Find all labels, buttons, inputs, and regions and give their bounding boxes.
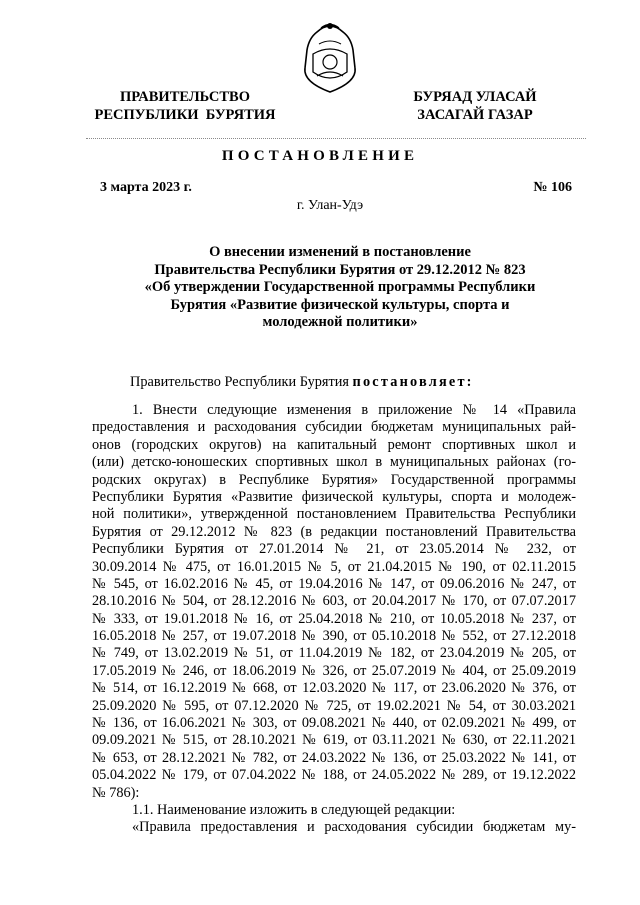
body-line: № 136, от 16.06.2021 № 303, от 09.08.2021 № 440, от 02.09.2021 № 499, от: [92, 715, 576, 732]
body-line: № 545, от 16.02.2016 № 45, от 19.04.2016 № 147, от 09.06.2016 № 247, от: [92, 575, 576, 592]
body-line: № 653, от 28.12.2021 № 782, от 24.03.2022 № 136, от 25.03.2022 № 141, от: [92, 749, 576, 766]
body-line: № 749, от 13.02.2019 № 51, от 11.04.2019 № 182, от 23.04.2019 № 205, от: [92, 645, 576, 662]
header-right-line-1: БУРЯАД УЛАСАЙ: [413, 89, 537, 105]
title-line: Правительства Республики Бурятия от 29.12.2012 № 823: [154, 261, 526, 278]
body-line: 16.05.2018 № 257, от 19.07.2018 № 390, от 05.10.2018 № 552, от 27.12.2018: [92, 628, 576, 645]
government-header-buryat: [390, 88, 560, 124]
body-line: родских округах) в Республике Бурятия» Государственной программы: [92, 471, 576, 488]
coat-of-arms-emblem: [295, 18, 365, 96]
body-line: № 514, от 16.12.2019 № 668, от 12.03.2020 № 117, от 23.06.2020 № 376, от: [92, 680, 576, 697]
body-line: Бурятия от 29.12.2012 № 823 (в редакции постановлений Правительства: [92, 523, 576, 540]
body-line: № 786):: [92, 784, 140, 801]
header-left-line-2: РЕСПУБЛИКИ БУРЯТИЯ: [94, 107, 276, 123]
title-line: молодежной политики»: [262, 314, 418, 330]
body-line: предоставления и расходования субсидии бюджетам муниципальных рай-: [92, 419, 576, 436]
body-line: 09.09.2021 № 515, от 28.10.2021 № 619, от 03.11.2021 № 630, от 22.11.2021: [92, 732, 576, 749]
body-line: онов (городских округов) на капитальный ремонт спортивных школ и: [92, 436, 576, 453]
document-title: [115, 244, 565, 332]
header-divider: [86, 138, 586, 139]
document-body: [92, 402, 576, 837]
header-right-line-2: ЗАСАГАЙ ГАЗАР: [417, 107, 533, 123]
body-line: № 333, от 19.01.2018 № 16, от 25.04.2018 № 210, от 10.05.2018 № 237, от: [92, 610, 576, 627]
title-line: «Об утверждении Государственной программы Республики: [144, 279, 536, 295]
body-line: (или) детско-юношеских спортивных школ в муниципальных районах (го-: [92, 454, 576, 471]
header-left-line-1: ПРАВИТЕЛЬСТВО: [120, 89, 250, 105]
body-line: 1. Внести следующие изменения в приложение № 14 «Правила: [132, 402, 576, 418]
document-date: 3 марта 2023 г.: [100, 180, 192, 195]
document-number: № 106: [533, 180, 572, 195]
body-line: 05.04.2022 № 179, от 07.04.2022 № 188, от 24.05.2022 № 289, от 19.12.2022: [92, 767, 576, 784]
body-line: Республики Бурятия «Развитие физической культуры, спорта и молодеж-: [92, 488, 576, 505]
body-line: 25.09.2020 № 595, от 07.12.2020 № 725, от 19.02.2021 № 54, от 30.03.2021: [92, 697, 576, 714]
body-line: Республики Бурятия от 27.01.2014 № 21, от 23.05.2014 № 232, от: [92, 541, 576, 558]
title-line: Бурятия «Развитие физической культуры, спорта и: [170, 296, 510, 313]
body-line: 30.09.2014 № 475, от 16.01.2015 № 5, от 21.04.2015 № 190, от 02.11.2015: [92, 558, 576, 575]
body-line: 17.05.2019 № 246, от 18.06.2019 № 326, от 25.07.2019 № 404, от 25.09.2019: [92, 662, 576, 679]
preamble: [130, 374, 474, 391]
body-line: 28.10.2016 № 504, от 28.12.2016 № 603, от 20.04.2017 № 170, от 07.07.2017: [92, 593, 576, 610]
body-line: ной политики», утвержденной постановлением Правительства Республики: [92, 506, 576, 523]
government-header-russian: [85, 88, 285, 124]
document-city: г. Улан-Удэ: [296, 198, 364, 213]
document-type: ПОСТАНОВЛЕНИЕ: [221, 148, 419, 164]
title-line: О внесении изменений в постановление: [209, 244, 471, 260]
preamble-text: Правительство Республики Бурятия: [130, 374, 353, 390]
preamble-emphasis: постановляет:: [352, 374, 474, 390]
body-line: 1.1. Наименование изложить в следующей редакции:: [132, 801, 456, 818]
body-line: «Правила предоставления и расходования субсидии бюджетам му-: [132, 819, 576, 836]
